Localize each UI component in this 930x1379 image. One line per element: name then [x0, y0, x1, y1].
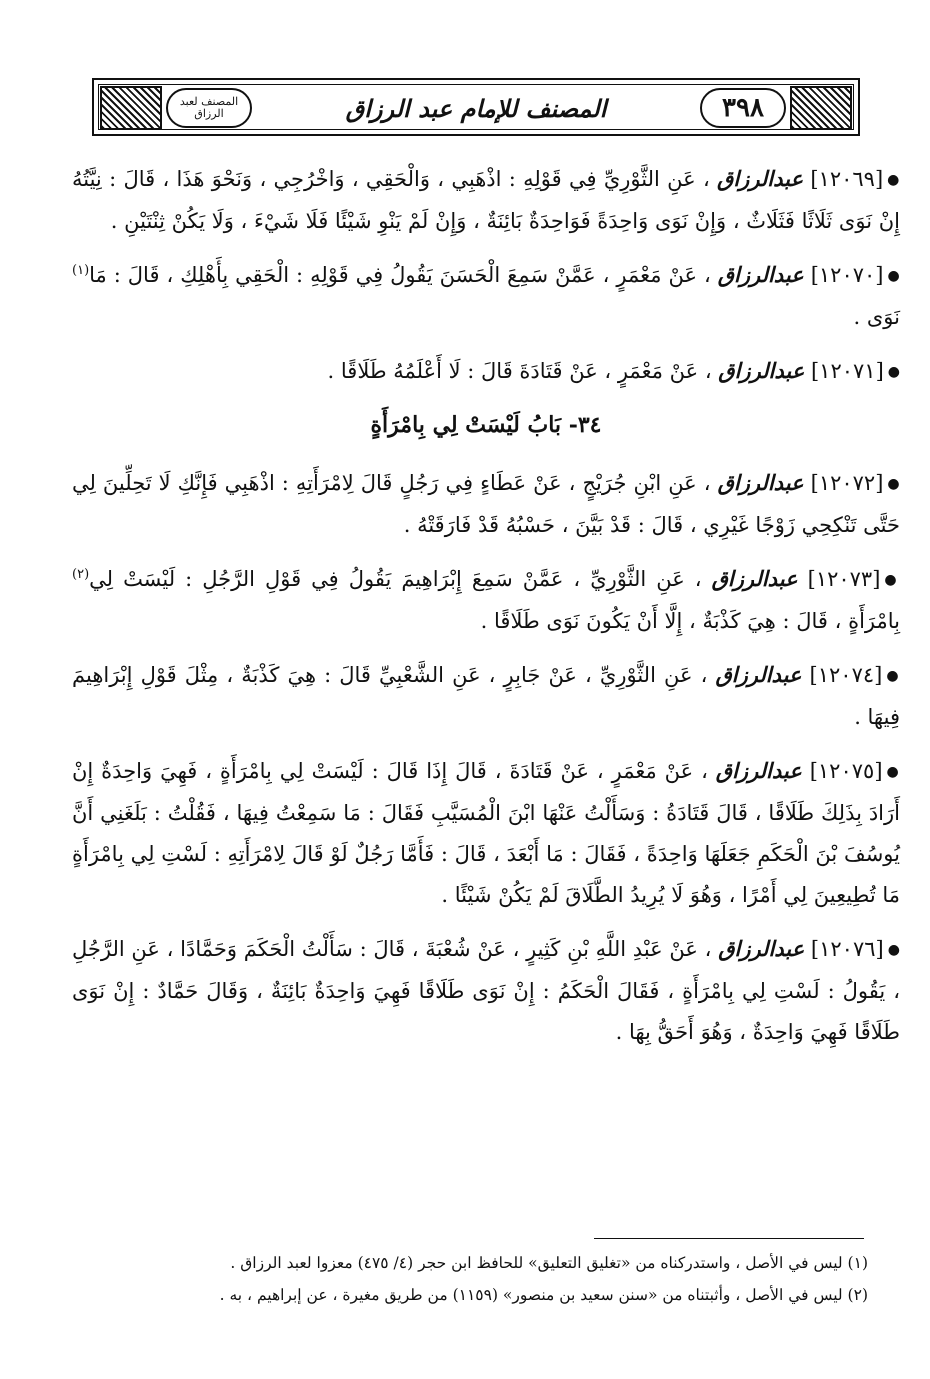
hadith-number: [١٢٠٧٥]	[809, 759, 883, 783]
hadith-text: ، عَنِ الثَّوْرِيِّ ، عَمَّنْ سَمِعَ إِبْرَاهِيمَ يَقُولُ فِي قَوْلِ الرَّجُلِ : لَيْسَتْ لِي	[89, 567, 702, 591]
logo-cartouche-text: المصنف لعبد الرزاق	[179, 95, 239, 120]
hadith-number: [١٢٠٧٣]	[807, 567, 881, 591]
bullet-icon: ●	[887, 268, 901, 284]
logo-cartouche	[166, 88, 252, 128]
author-name: عبدالرزاق	[718, 936, 805, 961]
hadith-paragraph	[72, 928, 900, 1053]
hadith-number: [١٢٠٧٤]	[809, 663, 883, 687]
hadith-number: [١٢٠٧١]	[810, 359, 884, 383]
footnote-ref[interactable]: (٢)	[72, 567, 90, 582]
hadith-paragraph	[72, 158, 900, 242]
body-text	[72, 158, 900, 1065]
author-name: عبدالرزاق	[715, 662, 802, 687]
footnote-divider	[594, 1238, 864, 1239]
bullet-icon: ●	[887, 942, 900, 958]
hadith-text: ، عَنْ مَعْمَرٍ ، عَمَّنْ سَمِعَ الْحَسَنَ يَقُولُ فِي قَوْلِهِ : الْحَقِي بِأَهْلِكِ ، قَالَ : مَا	[89, 263, 711, 287]
bullet-icon: ●	[887, 364, 900, 380]
author-name: عبدالرزاق	[715, 758, 802, 783]
footnotes	[72, 1247, 868, 1311]
bullet-icon: ●	[886, 668, 900, 684]
footnote-ref[interactable]: (١)	[72, 263, 90, 278]
hadith-number: [١٢٠٧٦]	[810, 937, 884, 961]
hadith-text-after: نَوَى .	[853, 305, 900, 329]
hadith-number: [١٢٠٦٩]	[810, 167, 884, 191]
hadith-text: ، عَنِ الثَّوْرِيِّ ، عَنْ جَابِرٍ ، عَنِ الشَّعْبِيِّ قَالَ : هِيَ كَذْبَةٌ ، مِثْلَ قَوْلِ إِبْرَاهِيمَ فِيهَا .	[72, 663, 900, 729]
running-header	[92, 78, 860, 136]
page-number: ٣٩٨	[722, 93, 764, 123]
hadith-paragraph	[72, 558, 900, 642]
hadith-number: [١٢٠٧٠]	[810, 263, 884, 287]
footnote: (٢) ليس في الأصل ، وأثبتناه من «سنن سعيد بن منصور» (١١٥٩) من طريق مغيرة ، عن إبراهيم ، به .	[219, 1286, 868, 1304]
hadith-text: ، عَنْ عَبْدِ اللَّهِ بْنِ كَثِيرٍ ، عَنْ شُعْبَةَ ، قَالَ : سَأَلْتُ الْحَكَمَ وَحَمَّادًا ، عَنِ الرَّجُلِ ، يَقُولُ : لَسْتِ لِي بِامْرَأَةٍ ، فَقَالَ الْحَكَمُ : إِنْ نَوَى طَلَاقًا فَهِيَ وَاحِدَةٌ بَائِنَةٌ ، وَقَالَ حَمَّادٌ : إِنْ نَوَى طَلَاقًا فَهِيَ وَاحِدَةٌ ، وَهُوَ أَحَقُّ بِهَا .	[72, 937, 900, 1044]
bullet-icon: ●	[887, 476, 900, 492]
hadith-text: ، عَنْ مَعْمَرٍ ، عَنْ قَتَادَةَ ، قَالَ إِذَا قَالَ : لَيْسَتْ لِي بِامْرَأَةٍ ، فَهِيَ وَاحِدَةٌ إِنْ أَرَادَ بِذَلِكَ طَلَاقًا ، قَالَ قَتَادَةُ : وَسَأَلْتُ عَنْهَا ابْنَ الْمُسَيَّبِ فَقَالَ : مَا سَمِعْتُ فِيهَا ، فَقُلْتُ : بَلَغَنِي أَنَّ يُوسُفَ بْنَ الْحَكَمِ جَعَلَهَا وَاحِدَةً ، فَقَالَ : مَا أَبْعَدَ ، قَالَ : فَأَمَّا رَجُلٌ لَوْ قَالَ لِامْرَأَتِهِ : لَسْتِ لِي بِامْرَأَةٍ مَا تُطِيعِينَ لِي أَمْرًا ، وَهُوَ لَا يُرِيدُ الطَّلَاقَ لَمْ يَكُنْ شَيْئًا .	[72, 759, 900, 907]
hadith-text-after: بِامْرَأَةٍ ، قَالَ : هِيَ كَذْبَةٌ ، إِلَّا أَنْ يَكُونَ نَوَى طَلَاقًا .	[480, 609, 900, 633]
hadith-number: [١٢٠٧٢]	[810, 471, 884, 495]
bullet-icon: ●	[886, 764, 900, 780]
ornament-right-icon	[790, 86, 852, 130]
author-name: عبدالرزاق	[711, 566, 798, 591]
hadith-paragraph	[72, 462, 900, 546]
author-name: عبدالرزاق	[717, 166, 804, 191]
page-number-cartouche	[700, 88, 786, 128]
hadith-paragraph	[72, 350, 900, 393]
running-title: المصنف للإمام عبد الرزاق	[345, 93, 607, 123]
hadith-text: ، عَنِ الثَّوْرِيِّ فِي قَوْلِهِ : اذْهَبِي ، وَالْحَقِي ، وَاخْرُجِي ، وَنَحْوَ هَذَا ، قَالَ : نِيَّتُهُ إِنْ نَوَى ثَلَاثًا فَثَلَاثٌ ، وَإِنْ نَوَى وَاحِدَةً فَوَاحِدَةٌ بَائِنَةٌ ، وَإِنْ لَمْ يَنْوِ شَيْئًا فَلَا شَيْءَ ، وَلَا يَكُنْ ثِنْتَيْنِ .	[72, 167, 900, 233]
hadith-text: ، عَنْ مَعْمَرٍ ، عَنْ قَتَادَةَ قَالَ : لَا أَعْلَمُهُ طَلَاقًا .	[327, 359, 712, 383]
bullet-icon: ●	[887, 172, 900, 188]
hadith-paragraph	[72, 254, 900, 338]
author-name: عبدالرزاق	[718, 358, 805, 383]
chapter-heading: ٣٤- بَابُ لَيْسَتْ لِي بِامْرَأَةٍ	[370, 412, 602, 438]
hadith-paragraph	[72, 750, 900, 916]
hadith-paragraph	[72, 654, 900, 738]
bullet-icon: ●	[884, 572, 900, 588]
hadith-text: ، عَنِ ابْنِ جُرَيْجٍ ، عَنْ عَطَاءٍ فِي رَجُلٍ قَالَ لِامْرَأَتِهِ : اذْهَبِي فَإِنَّكِ لَا تَحِلِّينَ لِي حَتَّى تَنْكِحِي زَوْجًا غَيْرِي ، قَالَ : قَدْ بَيَّنَ ، حَسْبُهُ قَدْ فَارَقَتْهُ .	[72, 471, 900, 537]
author-name: عبدالرزاق	[717, 262, 804, 287]
author-name: عبدالرزاق	[717, 470, 804, 495]
footnote: (١) ليس في الأصل ، واستدركناه من «تغليق التعليق» للحافظ ابن حجر (٤/ ٤٧٥) معزوا لعبد الرزاق .	[230, 1254, 868, 1272]
ornament-left-icon	[100, 86, 162, 130]
